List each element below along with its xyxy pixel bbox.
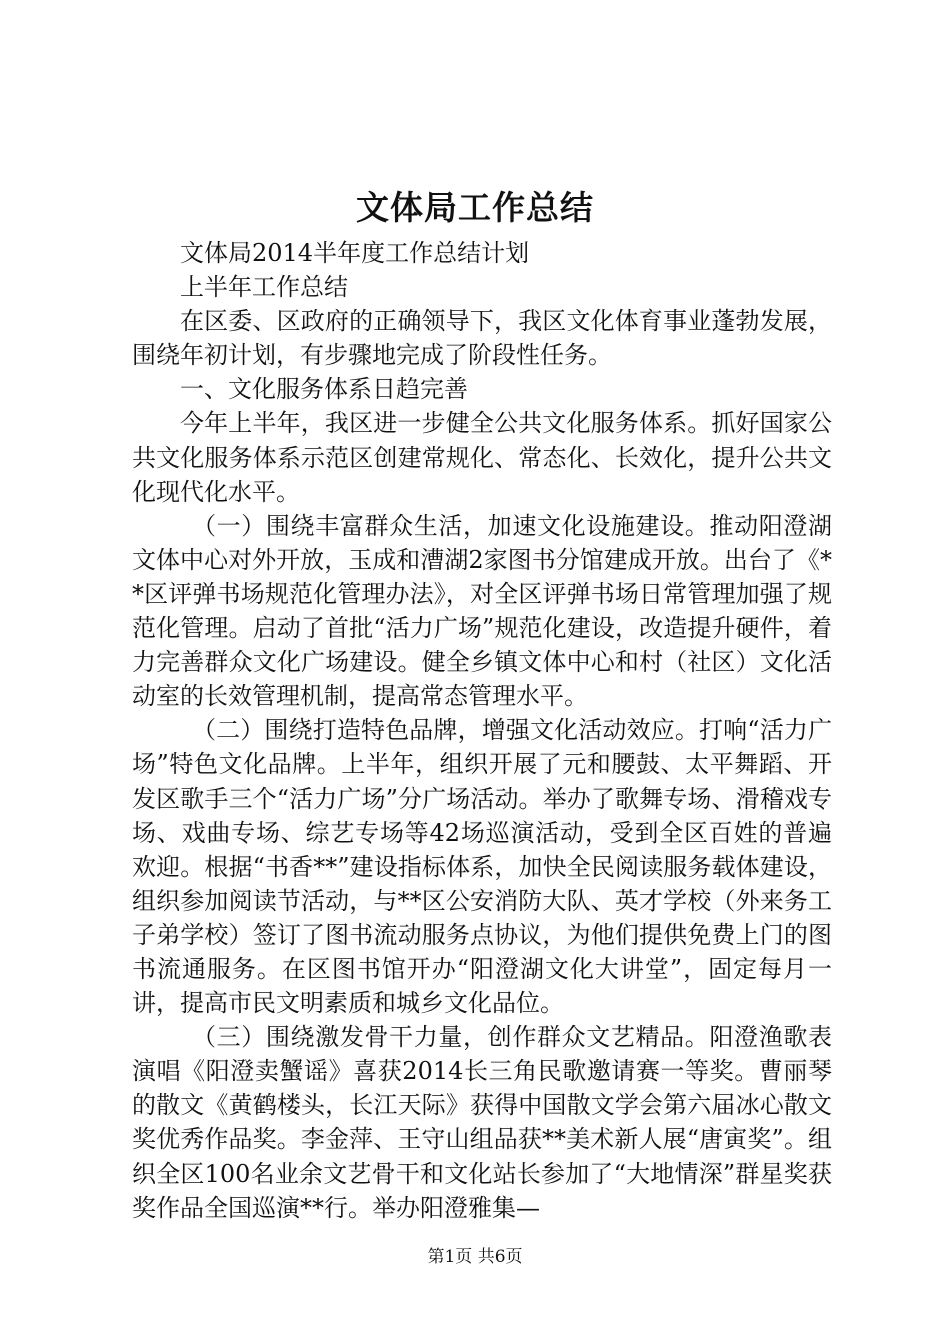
document-title: 文体局工作总结 <box>356 188 594 227</box>
paragraph-heading-one: 一、文化服务体系日趋完善 <box>180 375 468 404</box>
paragraph-section-heading: 上半年工作总结 <box>180 273 348 302</box>
page-number: 第1页 共6页 <box>427 1247 523 1267</box>
paragraph-item-three: （三）围绕激发骨干力量，创作群众文艺精品。阳澄渔歌表演唱《阳澄卖蟹谣》喜获2014长三角民歌邀请赛一等奖。曹丽琴的散文《黄鹤楼头，长江天际》获得中国散文学会第六届冰心散文奖优秀作品奖。李金萍、王守山组品获**美术新人展“唐寅奖”。组织全区100名业余文艺骨干和文化站长参加了“大地情深”群星奖获奖作品全国巡演**行。举办阳澄雅集— <box>132 1023 832 1222</box>
paragraph-item-two: （二）围绕打造特色品牌，增强文化活动效应。打响“活力广场”特色文化品牌。上半年，组织开展了元和腰鼓、太平舞蹈、开发区歌手三个“活力广场”分广场活动。举办了歌舞专场、滑稽戏专场、戏曲专场、综艺专场等42场巡演活动，受到全区百姓的普遍欢迎。根据“书香**”建设指标体系，加快全民阅读服务载体建设，组织参加阅读节活动，与**区公安消防大队、英才学校（外来务工子弟学校）签订了图书流动服务点协议，为他们提供免费上门的图书流通服务。在区图书馆开办“阳澄湖文化大讲堂”，固定每月一讲，提高市民文明素质和城乡文化品位。 <box>132 716 832 1018</box>
paragraph-plan-title: 文体局2014半年度工作总结计划 <box>180 239 530 267</box>
paragraph-overview: 今年上半年，我区进一步健全公共文化服务体系。抓好国家公共文化服务体系示范区创建常规化、常态化、长效化，提升公共文化现代化水平。 <box>132 409 832 506</box>
paragraph-intro: 在区委、区政府的正确领导下，我区文化体育事业蓬勃发展，围绕年初计划，有步骤地完成了阶段性任务。 <box>132 307 832 370</box>
document-body <box>132 236 832 1225</box>
paragraph-item-one: （一）围绕丰富群众生活，加速文化设施建设。推动阳澄湖文体中心对外开放，玉成和漕湖2家图书分馆建成开放。出台了《**区评弹书场规范化管理办法》，对全区评弹书场日常管理加强了规范化管理。启动了首批“活力广场”规范化建设，改造提升硬件，着力完善群众文化广场建设。健全乡镇文体中心和村（社区）文化活动室的长效管理机制，提高常态管理水平。 <box>132 511 832 711</box>
